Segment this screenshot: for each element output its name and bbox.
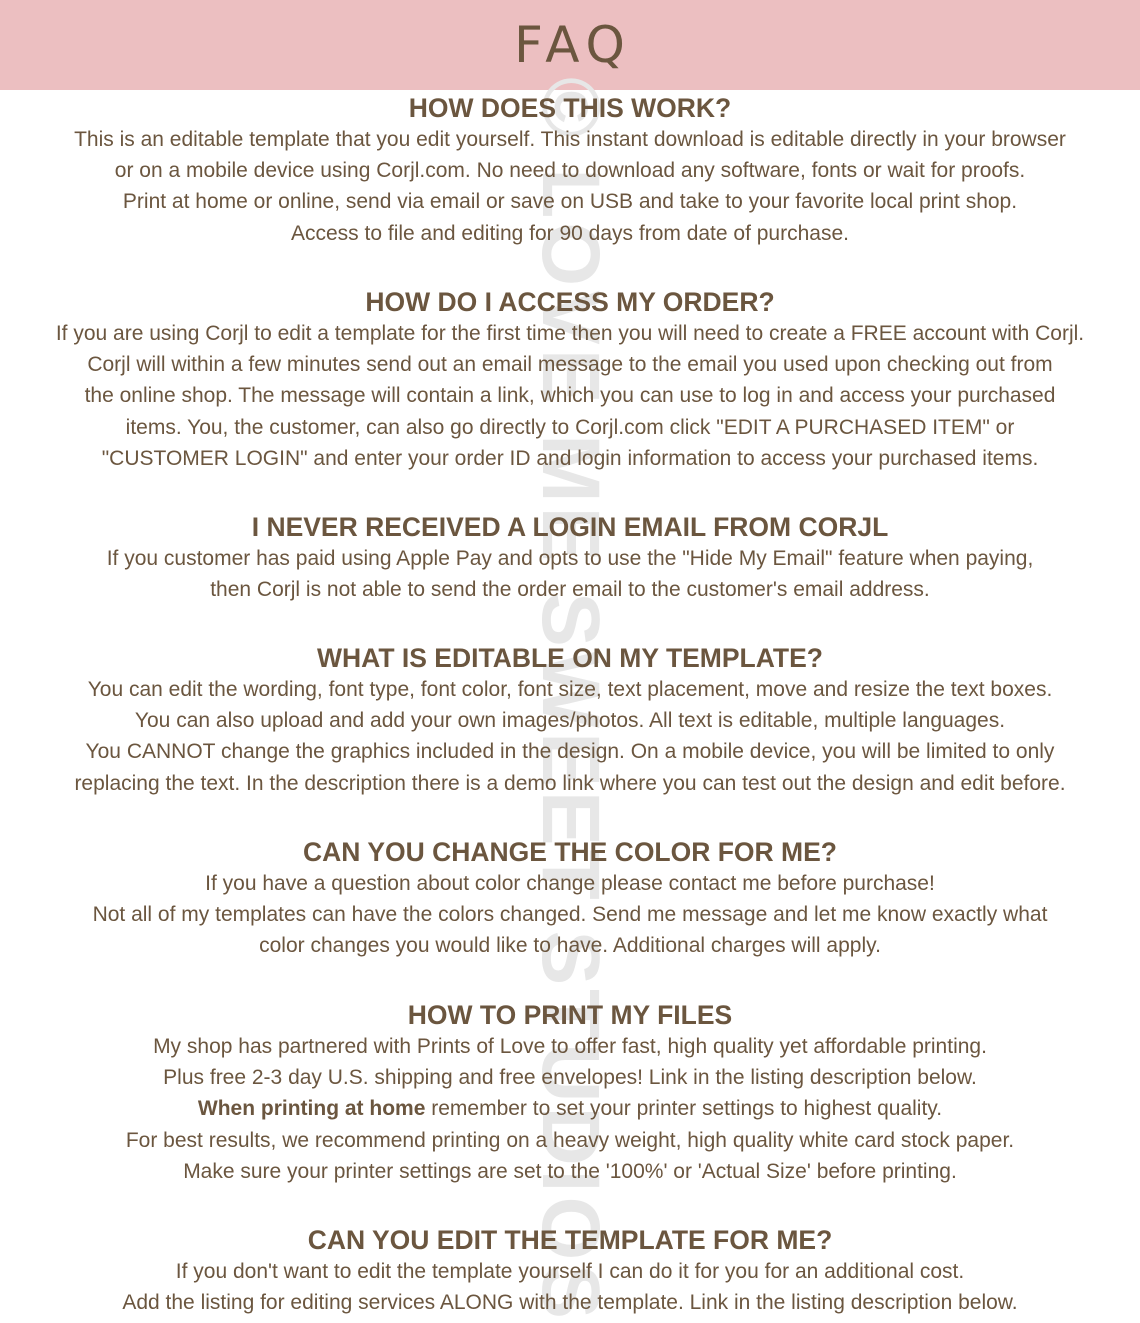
section-line: If you customer has paid using Apple Pay and opts to use the "Hide My Email" feature when paying, xyxy=(106,547,1034,570)
section-line: Make sure your printer settings are set to the '100%' or 'Actual Size' before printing. xyxy=(183,1159,957,1183)
section-line: If you have a question about color change please contact me before purchase! xyxy=(205,872,935,895)
bold-line-rest: remember to set your printer settings to highest quality. xyxy=(425,1097,943,1121)
faq-section-edit-for-me xyxy=(0,1224,1140,1318)
faq-section-how-it-works xyxy=(0,92,1140,249)
section-line: You can also upload and add your own images/photos. All text is editable, multiple languages. xyxy=(134,709,1006,733)
section-line: Plus free 2-3 day U.S. shipping and free envelopes! Link in the listing description below. xyxy=(163,1066,977,1090)
section-line: You can edit the wording, font type, font color, font size, text placement, move and resize the text boxes. xyxy=(87,678,1053,701)
section-line: This is an editable template that you edit yourself. This instant download is editable directly in your browser xyxy=(74,128,1066,151)
section-line: If you are using Corjl to edit a template for the first time then you will need to create a FREE account with Corjl. xyxy=(55,322,1085,345)
faq-section-editable xyxy=(0,642,1140,799)
section-line: the online shop. The message will contain a link, which you can use to log in and access your purchased xyxy=(84,384,1056,408)
faq-section-login-email xyxy=(0,511,1140,605)
section-heading: WHAT IS EDITABLE ON MY TEMPLATE? xyxy=(317,643,823,673)
section-line: You CANNOT change the graphics included in the design. On a mobile device, you will be limited to only xyxy=(85,740,1055,764)
section-line: then Corjl is not able to send the order email to the customer's email address. xyxy=(210,578,930,602)
section-line: Access to file and editing for 90 days from date of purchase. xyxy=(291,221,849,245)
section-line: Print at home or online, send via email or save on USB and take to your favorite local print shop. xyxy=(122,190,1018,214)
section-heading: HOW DO I ACCESS MY ORDER? xyxy=(365,287,775,317)
section-line: If you don't want to edit the template yourself I can do it for you for an additional cost. xyxy=(175,1260,965,1283)
watermark: © LOVE ME SWEET STUDIOS xyxy=(525,77,616,1323)
section-line: "CUSTOMER LOGIN" and enter your order ID and login information to access your purchased items. xyxy=(101,446,1039,470)
section-heading: HOW DOES THIS WORK? xyxy=(408,93,732,123)
faq-section-print-files xyxy=(0,999,1140,1187)
section-heading: CAN YOU EDIT THE TEMPLATE FOR ME? xyxy=(307,1225,833,1255)
page-title: FAQ xyxy=(514,16,632,74)
section-line-bold xyxy=(0,1093,1140,1124)
section-heading: CAN YOU CHANGE THE COLOR FOR ME? xyxy=(303,837,837,867)
section-line: Not all of my templates can have the colors changed. Send me message and let me know exactly what xyxy=(92,903,1048,927)
section-line: or on a mobile device using Corjl.com. No need to download any software, fonts or wait for proofs. xyxy=(114,159,1026,183)
section-line: replacing the text. In the description there is a demo link where you can test out the design and edit before. xyxy=(74,771,1066,795)
section-heading: I NEVER RECEIVED A LOGIN EMAIL FROM CORJL xyxy=(251,512,889,542)
section-line: For best results, we recommend printing on a heavy weight, high quality white card stock paper. xyxy=(125,1128,1015,1152)
section-line: items. You, the customer, can also go directly to Corjl.com click "EDIT A PURCHASED ITEM" or xyxy=(125,415,1015,439)
faq-section-change-color xyxy=(0,836,1140,962)
bold-phrase: When printing at home xyxy=(197,1097,426,1121)
faq-section-access-order xyxy=(0,286,1140,474)
section-line: My shop has partnered with Prints of Love to offer fast, high quality yet affordable printing. xyxy=(153,1035,987,1058)
section-heading: HOW TO PRINT MY FILES xyxy=(407,1000,733,1030)
section-line: Corjl will within a few minutes send out an email message to the email you used upon checking out from xyxy=(87,353,1053,377)
section-line: Add the listing for editing services ALONG with the template. Link in the listing description below. xyxy=(122,1291,1018,1315)
section-line: color changes you would like to have. Additional charges will apply. xyxy=(259,934,881,958)
